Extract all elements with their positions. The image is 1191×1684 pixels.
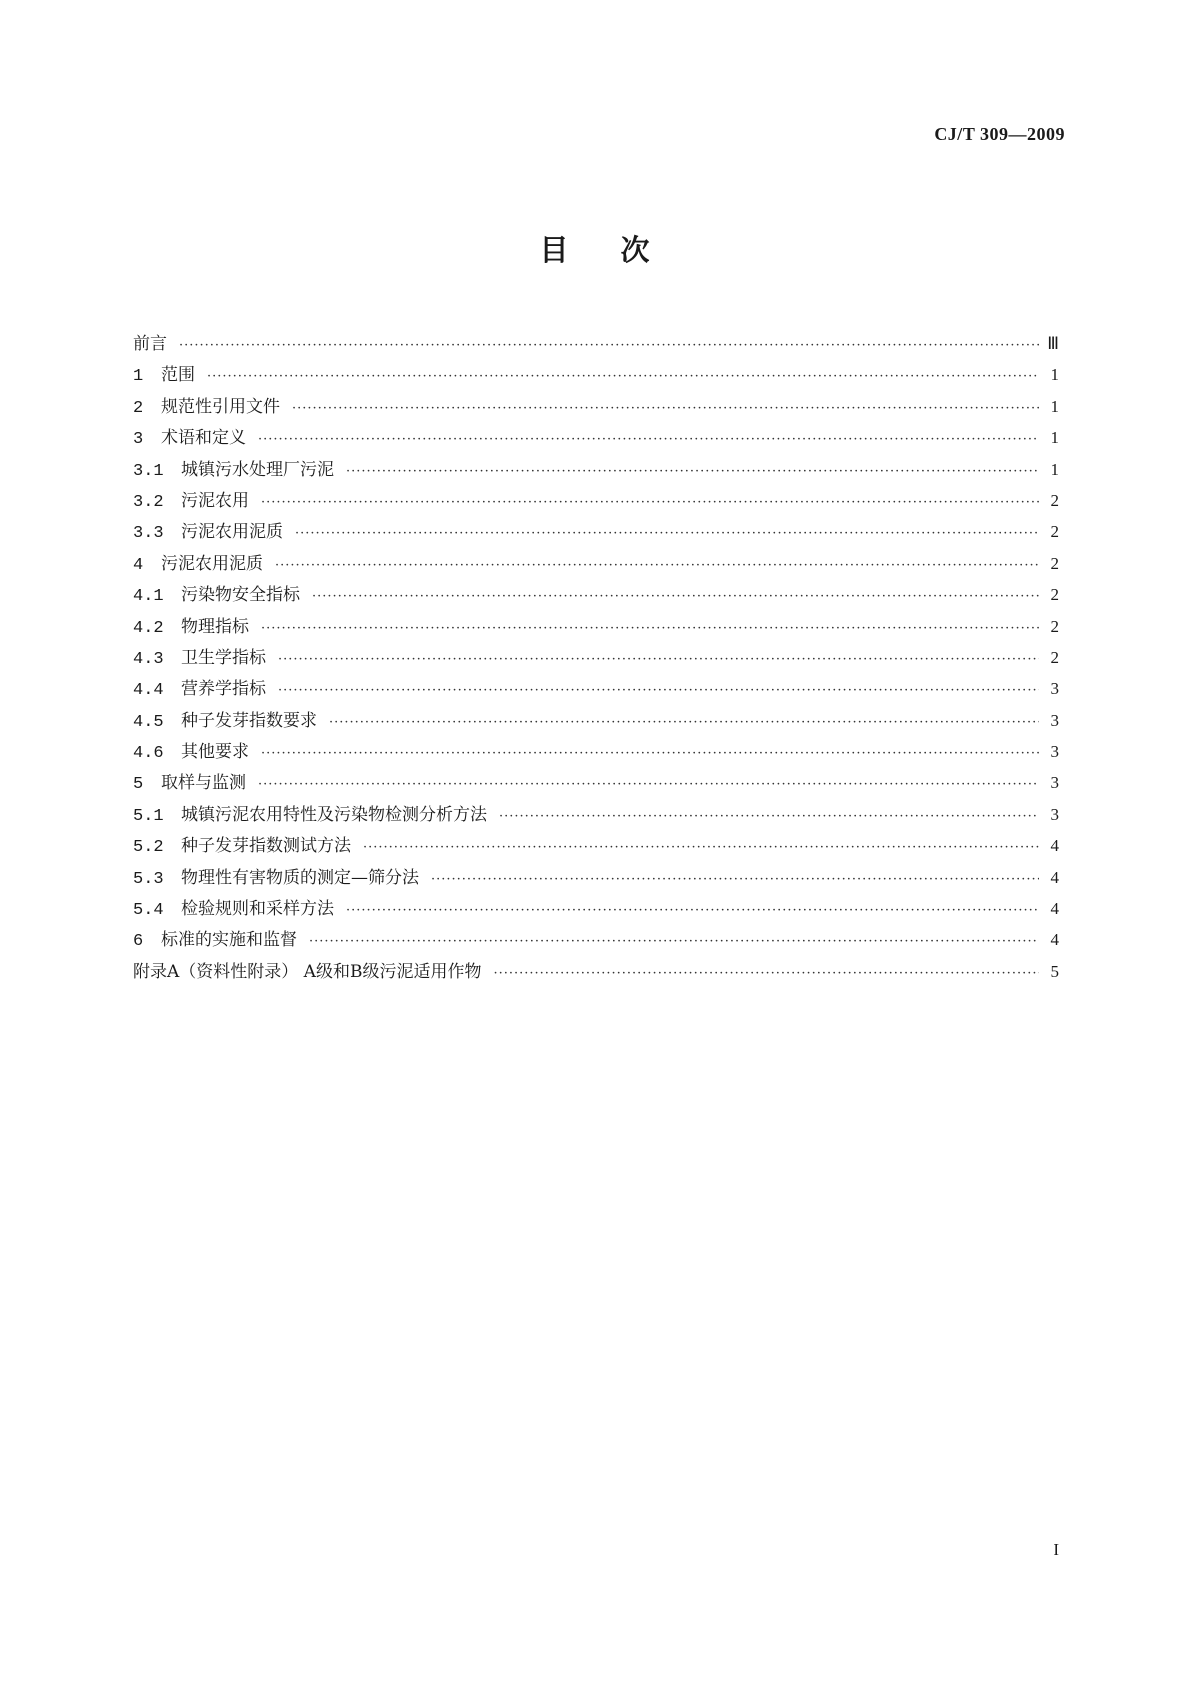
toc-entry[interactable] — [133, 642, 1059, 673]
toc-entry[interactable] — [133, 893, 1059, 924]
toc-entry-label: 城镇污泥农用特性及污染物检测分析方法 — [181, 804, 487, 825]
toc-entry-number: 3 — [133, 430, 144, 450]
toc-entry-label: 种子发芽指数要求 — [181, 710, 317, 731]
toc-entry[interactable] — [133, 862, 1059, 893]
page-title — [0, 228, 1191, 269]
toc-dot-leader — [275, 550, 1039, 581]
toc-entry-page: 2 — [1050, 490, 1059, 510]
toc-entry-number: 4 — [133, 555, 144, 575]
toc-entry-label: 营养学指标 — [181, 679, 266, 700]
toc-entry-label: 物理指标 — [181, 616, 249, 637]
page-title-left: 目 — [539, 233, 571, 267]
toc-entry-number: 3.1 — [133, 461, 164, 481]
toc-entry-page: 2 — [1050, 522, 1059, 542]
toc-entry-number: 5.4 — [133, 901, 164, 921]
toc-entry-number: 4.4 — [133, 681, 164, 701]
toc-entry-number: 6 — [133, 932, 144, 952]
page-title-right: 次 — [620, 233, 652, 267]
toc-entry-page: 4 — [1050, 930, 1059, 950]
toc-entry-page: 4 — [1050, 899, 1059, 919]
toc-entry-page: 1 — [1050, 428, 1059, 448]
toc-entry-number: 5 — [133, 775, 144, 795]
toc-entry-page: 1 — [1050, 459, 1059, 479]
toc-entry-number: 4.2 — [133, 618, 164, 638]
toc-entry[interactable] — [133, 328, 1059, 359]
toc-dot-leader — [346, 895, 1039, 926]
toc-entry-number: 2 — [133, 398, 144, 418]
toc-entry-page: 2 — [1050, 553, 1059, 573]
toc-entry-page: 3 — [1050, 773, 1059, 793]
toc-dot-leader — [309, 926, 1039, 957]
toc-dot-leader — [329, 707, 1039, 738]
toc-entry-number: 1 — [133, 367, 144, 387]
toc-dot-leader — [493, 958, 1039, 989]
toc-entry-label: 卫生学指标 — [181, 647, 266, 668]
toc-entry-page: 2 — [1050, 647, 1059, 667]
toc-entry-page: Ⅲ — [1047, 334, 1059, 353]
toc-entry[interactable] — [133, 548, 1059, 579]
toc-entry-number: 4.1 — [133, 587, 164, 607]
toc-entry-page: 3 — [1050, 742, 1059, 762]
toc-entry-label: 取样与监测 — [161, 773, 246, 794]
toc-entry[interactable] — [133, 579, 1059, 610]
toc-entry-number: 3.2 — [133, 492, 164, 512]
toc-entry-page: 2 — [1050, 585, 1059, 605]
toc-entry[interactable] — [133, 705, 1059, 736]
toc-entry-label: 种子发芽指数测试方法 — [181, 836, 351, 857]
toc-dot-leader — [261, 487, 1039, 518]
toc-entry[interactable] — [133, 673, 1059, 704]
toc-dot-leader — [207, 361, 1039, 392]
toc-dot-leader — [261, 613, 1039, 644]
toc-entry-page: 1 — [1050, 365, 1059, 385]
toc-entry[interactable] — [133, 516, 1059, 547]
toc-entry-label: 物理性有害物质的测定—筛分法 — [181, 867, 419, 888]
toc-entry-number: 4.6 — [133, 744, 164, 764]
toc-entry-page: 4 — [1050, 836, 1059, 856]
toc-dot-leader — [258, 769, 1039, 800]
toc-entry-number: 5.2 — [133, 838, 164, 858]
toc-entry-number: 5.3 — [133, 869, 164, 889]
toc-dot-leader — [346, 456, 1039, 487]
toc-dot-leader — [258, 424, 1039, 455]
toc-entry[interactable] — [133, 454, 1059, 485]
toc-entry-number: 4.3 — [133, 649, 164, 669]
toc-dot-leader — [295, 518, 1039, 549]
toc-entry-label: 污染物安全指标 — [181, 585, 300, 606]
toc-dot-leader — [363, 832, 1039, 863]
toc-entry[interactable] — [133, 391, 1059, 422]
toc-dot-leader — [499, 801, 1039, 832]
toc-entry-label: 附录A（资料性附录） A级和B级污泥适用作物 — [133, 961, 482, 982]
toc-entry[interactable] — [133, 956, 1059, 987]
toc-entry-label: 污泥农用 — [181, 490, 249, 511]
toc-entry-label: 标准的实施和监督 — [161, 930, 297, 951]
toc-entry[interactable] — [133, 830, 1059, 861]
toc-entry-label: 污泥农用泥质 — [181, 522, 283, 543]
toc-dot-leader — [292, 393, 1039, 424]
toc-entry-label: 术语和定义 — [161, 428, 246, 449]
toc-entry[interactable] — [133, 611, 1059, 642]
toc-entry-label: 其他要求 — [181, 742, 249, 763]
toc-dot-leader — [261, 738, 1039, 769]
toc-entry-page: 3 — [1050, 679, 1059, 699]
toc-entry-label: 范围 — [161, 365, 195, 386]
toc-entry[interactable] — [133, 799, 1059, 830]
toc-entry[interactable] — [133, 767, 1059, 798]
toc-entry-page: 2 — [1050, 616, 1059, 636]
toc-entry-label: 规范性引用文件 — [161, 396, 280, 417]
toc-entry-label: 检验规则和采样方法 — [181, 899, 334, 920]
toc-dot-leader — [179, 330, 1039, 361]
toc-entry-page: 3 — [1050, 710, 1059, 730]
toc-entry-label: 前言 — [133, 334, 167, 354]
toc-entry-page: 5 — [1050, 961, 1059, 981]
toc-entry-number: 3.3 — [133, 524, 164, 544]
toc-dot-leader — [312, 581, 1039, 612]
standard-code: CJ/T 309—2009 — [934, 124, 1065, 144]
toc-dot-leader — [431, 864, 1039, 895]
toc-entry-label: 污泥农用泥质 — [161, 553, 263, 574]
toc-entry[interactable] — [133, 422, 1059, 453]
toc-entry[interactable] — [133, 359, 1059, 390]
toc-entry-label: 城镇污水处理厂污泥 — [181, 459, 334, 480]
toc-entry[interactable] — [133, 485, 1059, 516]
toc-entry[interactable] — [133, 736, 1059, 767]
table-of-contents — [133, 328, 1059, 987]
toc-entry[interactable] — [133, 924, 1059, 955]
page-number: I — [1053, 1540, 1059, 1559]
toc-entry-page: 1 — [1050, 396, 1059, 416]
toc-entry-page: 4 — [1050, 867, 1059, 887]
toc-entry-number: 4.5 — [133, 712, 164, 732]
toc-entry-number: 5.1 — [133, 806, 164, 826]
toc-dot-leader — [278, 675, 1039, 706]
toc-entry-page: 3 — [1050, 804, 1059, 824]
toc-dot-leader — [278, 644, 1039, 675]
